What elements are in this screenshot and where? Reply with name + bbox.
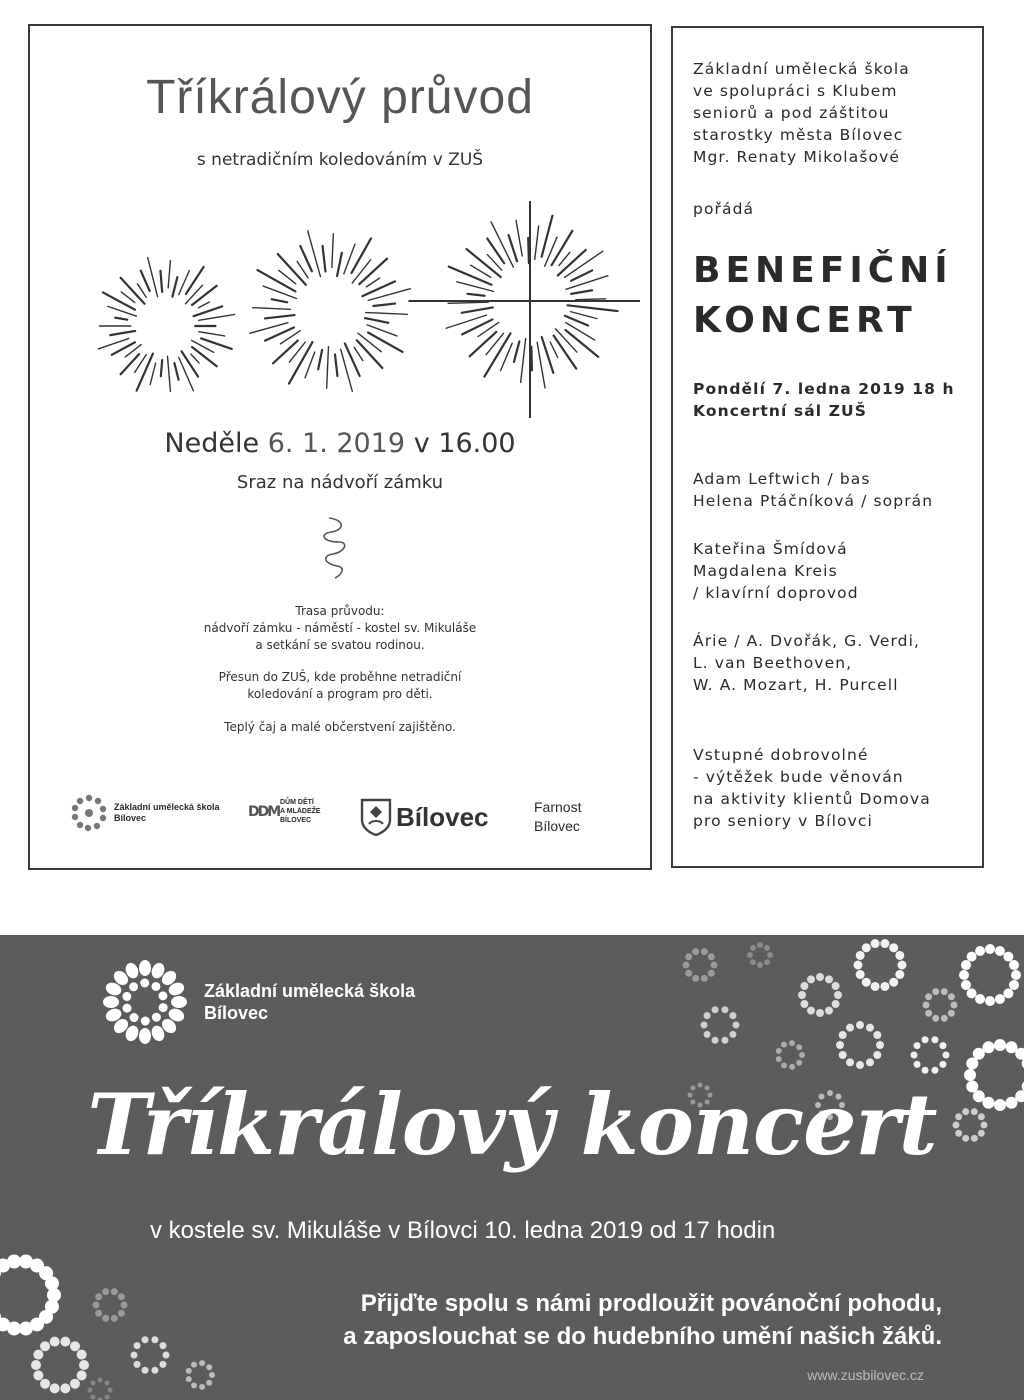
route-line: a setkání se svatou rodinou. (255, 638, 425, 652)
mosaic-ring (186, 1360, 215, 1390)
mosaic-ring (31, 1337, 89, 1394)
mosaic-ring (798, 973, 842, 1017)
farnost-line: Farnost (534, 799, 582, 815)
starburst (409, 201, 641, 418)
entry-line: pro seniory v Bílovci (693, 812, 873, 830)
banner-logo-line: Základní umělecká škola (204, 981, 416, 1001)
swirl-icon (315, 514, 355, 584)
banner-where: v kostele sv. Mikuláše v Bílovci 10. ledna 2019 od 17 hodin (150, 1217, 776, 1244)
bilovec-logo (360, 798, 489, 836)
program-info (30, 669, 650, 703)
mosaic-ring (683, 948, 718, 982)
starburst-decoration (60, 201, 640, 431)
organizer-intro (693, 58, 976, 168)
mosaic-ring (701, 1006, 740, 1043)
zus-flower-icon (70, 794, 108, 832)
date-time: 16.00 (438, 428, 516, 459)
repertoire-line: Árie / A. Dvořák, G. Verdi, (693, 632, 921, 650)
mosaic-ring (776, 1040, 805, 1070)
date-mid: v (413, 428, 430, 459)
coat-of-arms-icon (360, 798, 392, 836)
intro-line: seniorů a pod záštitou (693, 104, 890, 122)
parade-title: Tříkrálový průvod (146, 71, 534, 124)
zus-logo-line: Bílovec (114, 813, 147, 823)
mosaic-ring (0, 1255, 61, 1336)
parade-date (30, 428, 650, 459)
concert-poster (671, 26, 984, 868)
intro-line: ve spolupráci s Klubem (693, 82, 898, 100)
concert-title-line: BENEFIČNÍ (693, 250, 953, 291)
epiphany-concert-banner (0, 935, 1024, 1400)
concert-datetime: Pondělí 7. ledna 2019 18 h (693, 380, 955, 398)
repertoire-line: W. A. Mozart, H. Purcell (693, 676, 899, 694)
date-weekday: Neděle (164, 428, 260, 459)
entry-line: Vstupné dobrovolné (693, 746, 869, 764)
entry-line: - výtěžek bude věnován (693, 768, 904, 786)
performer: Magdalena Kreis (693, 562, 838, 580)
pianists (693, 538, 976, 604)
partner-logos (70, 794, 650, 854)
mosaic-ring (854, 939, 907, 991)
entry-info (693, 744, 976, 832)
performer: Kateřina Šmídová (693, 540, 848, 558)
zus-logo-line: Základní umělecká škola (114, 802, 220, 812)
singers (693, 468, 976, 512)
bilovec-logo-text: Bílovec (396, 801, 489, 832)
mosaic-ring (88, 1378, 113, 1400)
intro-line: starostky města Bílovec (693, 126, 904, 144)
banner-title: Tříkrálový koncert (87, 1075, 937, 1174)
program-line: koledování a program pro děti. (247, 687, 433, 701)
route-line: nádvoří zámku - náměstí - kostel sv. Mikuláše (203, 621, 477, 635)
ddm-logo-line: BÍLOVEC (280, 817, 312, 824)
mosaic-ring (911, 1036, 950, 1073)
zus-flower-icon (100, 957, 190, 1047)
parade-subtitle: s netradičním koledováním v ZUŠ (196, 150, 484, 170)
banner-zus-logo (100, 957, 415, 1047)
starburst (250, 231, 411, 392)
ddm-mark: DDM (248, 803, 280, 820)
repertoire-line: L. van Beethoven, (693, 654, 853, 672)
invite-line: a zaposlouchat se do hudebního umění našich žáků. (343, 1323, 942, 1350)
meeting-point: Sraz na nádvoří zámku (236, 472, 444, 493)
farnost-line: Bílovec (534, 818, 580, 834)
date-value: 6. 1. 2019 (267, 428, 406, 459)
intro-line: Základní umělecká škola (693, 60, 910, 78)
ddm-logo (248, 798, 321, 825)
performer: Helena Ptáčníková / soprán (693, 492, 934, 510)
mosaic-ring (836, 1021, 884, 1069)
mosaic-ring (923, 988, 958, 1022)
starburst (98, 258, 234, 392)
refreshment-info: Teplý čaj a malé občerstvení zajištěno. (224, 720, 456, 734)
ddm-logo-line: A MLÁDEŽE (280, 808, 321, 815)
banner-logo-line: Bílovec (204, 1003, 269, 1023)
mosaic-ring (959, 944, 1021, 1006)
route-line: Trasa průvodu: (295, 604, 385, 618)
invite-line: Přijďte spolu s námi prodloužit povánoční pohodu, (360, 1290, 942, 1317)
mosaic-ring (93, 1288, 128, 1322)
parade-poster (28, 24, 652, 870)
repertoire (693, 630, 976, 696)
website-link[interactable]: www.zusbilovec.cz (807, 1367, 924, 1383)
mosaic-ring (131, 1336, 170, 1373)
performer: Adam Leftwich / bas (693, 470, 871, 488)
concert-title-line: KONCERT (693, 300, 917, 341)
intro-line: Mgr. Renaty Mikolašové (693, 148, 900, 166)
zus-logo (70, 794, 220, 832)
farnost-logo (534, 798, 581, 836)
route-info (30, 603, 650, 654)
mosaic-ring (747, 942, 773, 968)
entry-line: na aktivity klientů Domova (693, 790, 931, 808)
organizes-label: pořádá (693, 200, 755, 218)
program-line: Přesun do ZUŠ, kde proběhne netradiční (218, 670, 462, 684)
ddm-logo-line: DŮM DĚTÍ (280, 799, 314, 806)
concert-when (693, 378, 976, 422)
banner-invitation (343, 1287, 942, 1353)
concert-venue: Koncertní sál ZUŠ (693, 402, 868, 420)
performer-role: / klavírní doprovod (693, 584, 859, 602)
concert-title (693, 246, 976, 346)
